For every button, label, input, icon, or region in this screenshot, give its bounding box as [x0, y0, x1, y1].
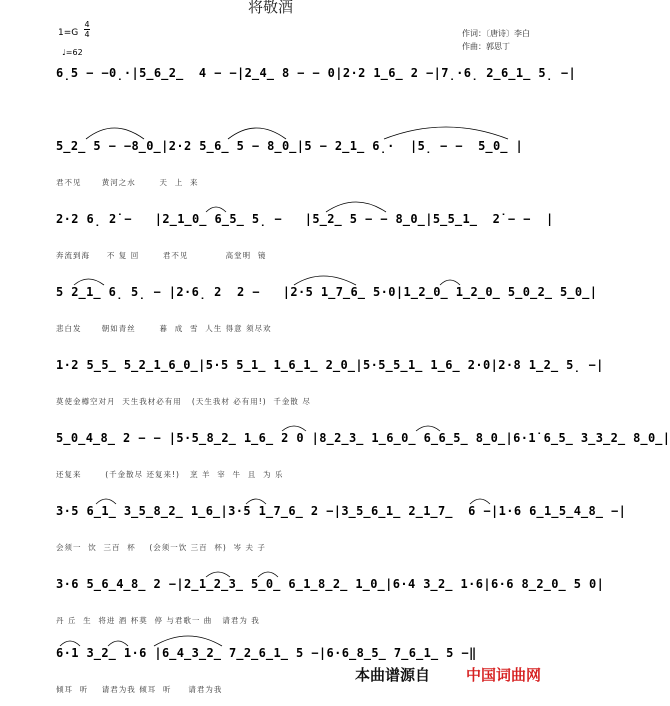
- score-row-6: [56, 431, 670, 491]
- score-row-2: [56, 139, 546, 199]
- notation-line: 2·2 6̣ 2̇ − |2̲1̲0̲ 6̲5̲ 5̣ − |5̲2̲ 5 − − 8̲0̲|5̲5̲1̲ 2̇ − − |: [56, 212, 554, 226]
- score-row-8: [56, 577, 605, 637]
- notation-line: 3·6 5̲6̲4̲8̲ 2 −|2̲1̲2̲3̲ 5̲0̲ 6̲1̲8̲2̲ 1̲0̲|6·4 3̲2̲ 1·6|6·6 8̲2̲0̲ 5 0|: [56, 577, 605, 591]
- score-row-1: [56, 66, 577, 126]
- notation-line: 3·5 6̲1̲ 3̲5̲8̲2̲ 1̲6̲|3·5 1̲7̲6̲ 2 −|3̲5̲6̲1̲ 2̲1̲7̲ 6 −|1·6 6̲1̲5̲4̲8̲ −|: [56, 504, 627, 518]
- lyric-line: 奔流到海 不 复 回 君不见 高堂明 镜: [56, 251, 267, 260]
- score-row-7: [56, 504, 627, 564]
- lyric-line: 还复来 (千金散尽 还复来!) 烹 羊 宰 牛 且 为 乐: [56, 470, 284, 479]
- notation-line: 6̣5 − −0̣·|5̲6̲2̲ 4 − −|2̲4̲ 8 − − 0|2·2 1̲6̲ 2 −|7̣·6̣ 2̲6̲1̲ 5̣ −|: [56, 66, 577, 80]
- score-row-5: [56, 358, 604, 418]
- notation-line: 5̲2̲ 5 − −8̲0̲|2·2 5̲6̲ 5 − 8̲0̲|5 − 2̲1̲ 6̣· |5̣ − − 5̲0̲ |: [56, 139, 524, 153]
- notation-line: 1·2 5̲5̲ 5̲2̲1̲6̲0̲|5·5 5̲1̲ 1̲6̲1̲ 2̲0̲|5·5̲5̲1̲ 1̲6̲ 2·0|2·8 1̲2̲ 5̣ −|: [56, 358, 604, 372]
- time-signature-top: 4: [84, 20, 90, 29]
- score-row-3: [56, 212, 554, 272]
- time-signature-bottom: 4: [84, 30, 90, 39]
- lyric-line: 倾耳 听 请君为我 倾耳 听 请君为我: [56, 685, 223, 694]
- lyric-line: 悲白发 朝如青丝 暮 成 雪 人生 得意 须尽欢: [56, 324, 272, 333]
- lyricist-credit: 作词：〔唐诗〕李白: [462, 29, 530, 38]
- lyric-line: 君不见 黄河之水 天 上 来: [56, 178, 199, 187]
- source-credit-label: 本曲谱源自: [355, 666, 431, 684]
- composer-credit: 作曲：郭思丁: [462, 42, 510, 51]
- lyric-line: 丹 丘 生 将进 酒 杯莫 停 与君歌一 曲 请君为 我: [56, 616, 260, 625]
- time-signature: [84, 20, 90, 39]
- score-row-4: [56, 285, 598, 345]
- site-watermark[interactable]: 中国词曲网: [466, 666, 542, 684]
- notation-line: 5 2̲1̲ 6̣ 5̣ − |2·6̣ 2 2 − |2·5 1̲7̲6̲ 5·0|1̲2̲0̲ 1̲2̲0̲ 5̲0̲2̲ 5̲0̲|: [56, 285, 598, 299]
- tempo-marking: ♩=62: [62, 48, 83, 57]
- notation-line: 5̲0̲4̲8̲ 2 − − |5·5̲8̲2̲ 1̲6̲ 2 0 |8̲2̲3̲ 1̲6̲0̲ 6̲6̲5̲ 8̲0̲|6·1̇ 6̲5̲ 3̲3̲2̲ 8̲0̲|: [56, 431, 670, 445]
- song-title: 将敬酒: [248, 0, 294, 16]
- key-signature: 1=G: [58, 28, 79, 38]
- lyric-line: 会须一 饮 三百 杯 (会须一饮 三百 杯) 岑 夫 子: [56, 543, 266, 552]
- notation-line: 6·1 3̲2̲ 1·6 |6̲4̲3̲2̲ 7̲2̲6̲1̲ 5 −|6·6̲8̲5̲ 7̲6̲1̲ 5 −‖: [56, 646, 477, 660]
- lyric-line: 莫使金樽空对月 天生我材必有用 (天生我材 必有用!) 千金散 尽: [56, 397, 311, 406]
